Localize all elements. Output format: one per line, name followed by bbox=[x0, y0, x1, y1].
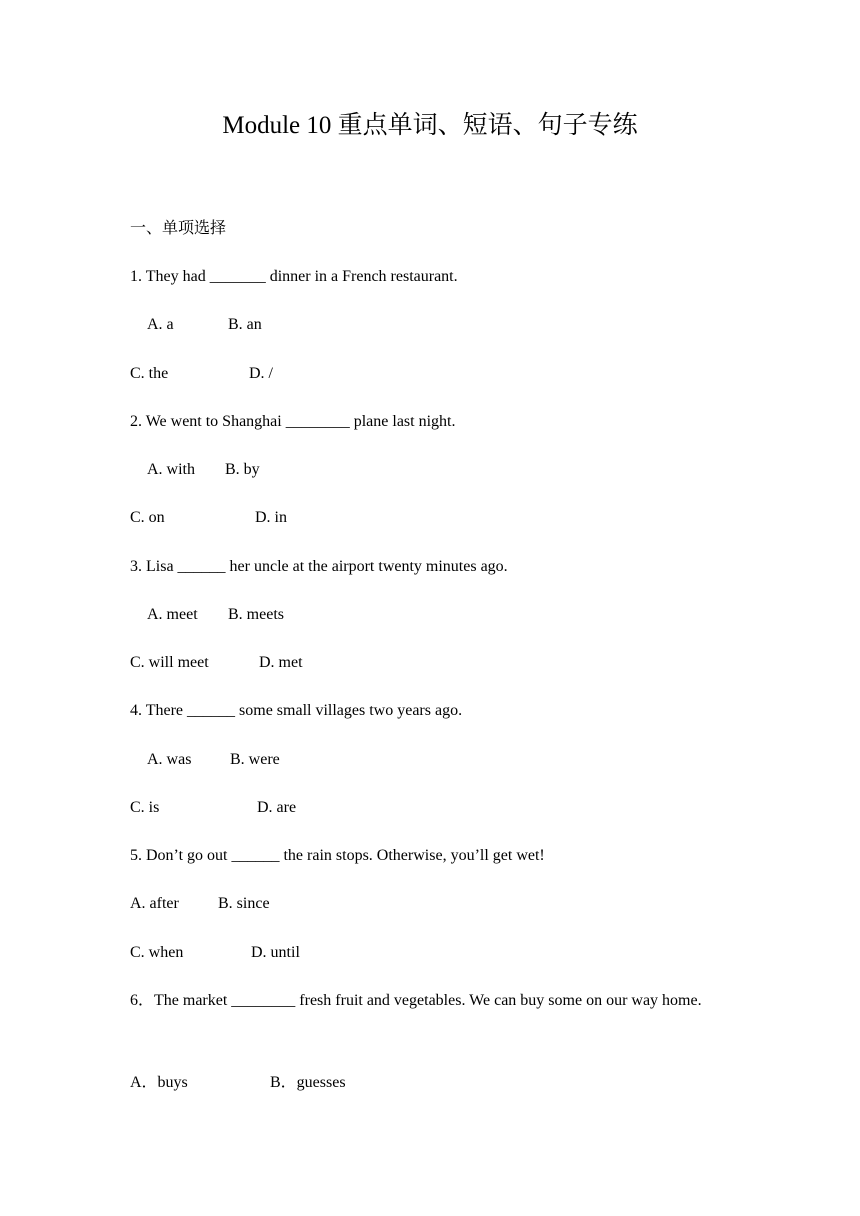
question-3-option-a: A. meet bbox=[147, 606, 198, 623]
question-2-option-d: D. in bbox=[255, 509, 287, 526]
question-2-option-c: C. on bbox=[130, 509, 165, 526]
question-3-option-c: C. will meet bbox=[130, 654, 209, 671]
question-3-option-b: B. meets bbox=[228, 606, 284, 623]
question-5-option-b: B. since bbox=[218, 895, 270, 912]
question-6-stem: 6．The market ________ fresh fruit and vegetables. We can buy some on our way home. bbox=[130, 992, 702, 1009]
question-2-option-b: B. by bbox=[225, 461, 260, 478]
question-3-stem: 3. Lisa ______ her uncle at the airport twenty minutes ago. bbox=[130, 558, 508, 575]
question-2-stem: 2. We went to Shanghai ________ plane last night. bbox=[130, 413, 456, 430]
question-1-stem: 1. They had _______ dinner in a French restaurant. bbox=[130, 268, 458, 285]
question-4-option-b: B. were bbox=[230, 751, 280, 768]
question-4-option-d: D. are bbox=[257, 799, 297, 816]
section-heading: 一、单项选择 bbox=[130, 220, 227, 237]
question-4-stem: 4. There ______ some small villages two years ago. bbox=[130, 702, 463, 719]
question-2-option-a: A. with bbox=[147, 461, 195, 478]
question-4-option-c: C. is bbox=[130, 799, 160, 816]
question-5-stem: 5. Don’t go out ______ the rain stops. Otherwise, you’ll get wet! bbox=[130, 847, 545, 864]
document-title: Module 10 重点单词、短语、句子专练 bbox=[222, 112, 638, 139]
question-1-option-a: A. a bbox=[147, 316, 174, 333]
question-6-option-b: B．guesses bbox=[270, 1074, 346, 1091]
question-5-option-a: A. after bbox=[130, 895, 179, 912]
question-1-option-c: C. the bbox=[130, 365, 169, 382]
question-6-option-a: A．buys bbox=[130, 1074, 188, 1091]
question-3-option-d: D. met bbox=[259, 654, 303, 671]
question-4-option-a: A. was bbox=[147, 751, 192, 768]
question-1-option-d: D. / bbox=[249, 365, 273, 382]
question-5-option-d: D. until bbox=[251, 944, 300, 961]
question-5-option-c: C. when bbox=[130, 944, 184, 961]
question-1-option-b: B. an bbox=[228, 316, 262, 333]
